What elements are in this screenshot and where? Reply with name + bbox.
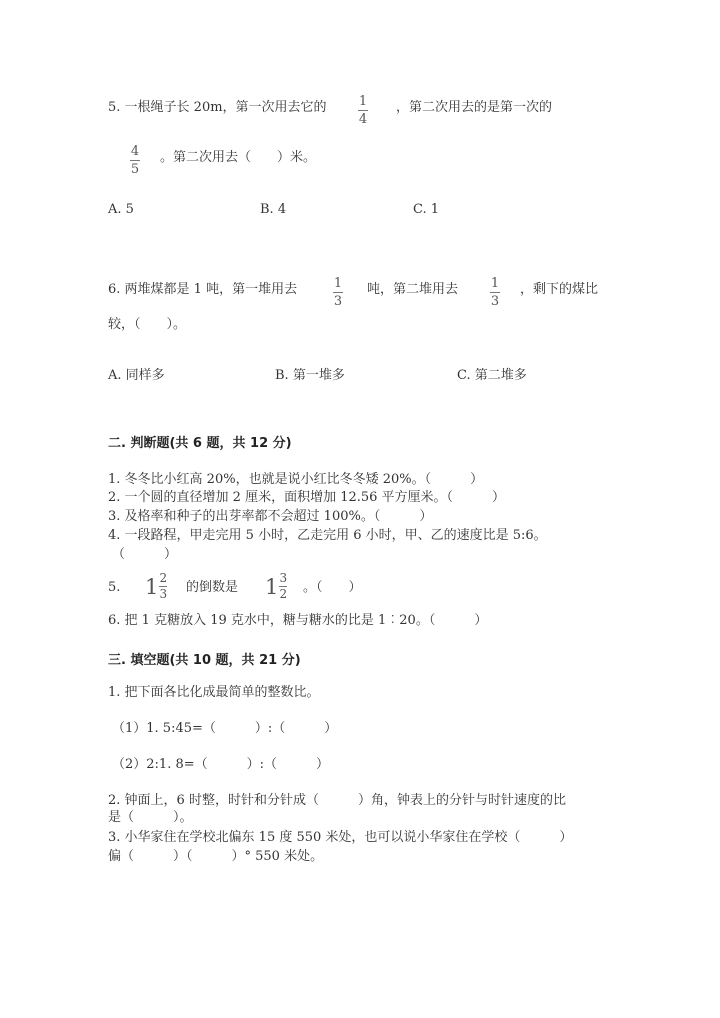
option-a: A. 5 [108, 202, 134, 217]
q5-text-cont: ，第二次用去的是第一次的 [396, 100, 553, 115]
judge-item: 6. 把 1 克糖放入 19 克水中，糖与糖水的比是 1︰20。（ ） [108, 613, 488, 628]
q6-text: 6. 两堆煤都是 1 吨，第一堆用去 [108, 282, 298, 297]
judge-item: 3. 及格率和种子的出芽率都不会超过 100%。（ ） [108, 509, 433, 524]
judge-item: 4. 一段路程，甲走完用 5 小时，乙走完用 6 小时，甲、乙的速度比是 5:6。 [108, 528, 547, 543]
section-title: 二. 判断题(共 6 题，共 12 分) [108, 436, 292, 451]
denominator: 3 [159, 587, 168, 601]
numerator: 1 [333, 276, 343, 291]
numerator: 4 [130, 144, 140, 159]
whole: 1 [265, 574, 279, 599]
denominator: 3 [333, 294, 343, 309]
numerator: 2 [159, 571, 168, 585]
judge-item: 1. 冬冬比小红高 20%，也就是说小红比冬冬矮 20%。（ ） [108, 472, 484, 487]
judge-item-5-mid: 的倒数是 [186, 580, 239, 595]
fill-item: 1. 把下面各比化成最简单的整数比。 [108, 685, 320, 700]
denominator: 5 [130, 162, 140, 177]
option-a: A. 同样多 [108, 368, 165, 383]
fraction [490, 276, 500, 309]
numerator: 1 [490, 276, 500, 291]
denominator: 3 [490, 294, 500, 309]
fraction [333, 276, 343, 309]
denominator: 2 [279, 587, 288, 601]
judge-item: 2. 一个圆的直径增加 2 厘米，面积增加 12.56 平方厘米。（ ） [108, 490, 506, 505]
q6-text-mid: 吨，第二堆用去 [367, 282, 459, 297]
judge-item-cont: （ ） [112, 547, 178, 562]
fraction [130, 144, 140, 177]
fill-item-cont: 是（ ）。 [108, 810, 193, 825]
judge-item-5-prefix: 5. [108, 580, 121, 595]
fill-item: （1）1. 5:45=（ ）:（ ） [112, 721, 338, 736]
mixed-number [265, 572, 287, 601]
section-title: 三. 填空题(共 10 题，共 21 分) [108, 653, 301, 668]
option-c: C. 1 [413, 202, 440, 217]
whole: 1 [145, 574, 159, 599]
mixed-number [145, 572, 167, 601]
fraction [358, 94, 368, 127]
option-c: C. 第二堆多 [457, 368, 527, 383]
q5-text-line2: 。第二次用去（ ）米。 [160, 150, 317, 165]
fill-item: 2. 钟面上，6 时整，时针和分针成（ ）角，钟表上的分针与时针速度的比 [108, 793, 566, 808]
denominator: 4 [358, 112, 368, 127]
q5-text: 5. 一根绳子长 20m，第一次用去它的 [108, 100, 327, 115]
fill-item: 3. 小华家住在学校北偏东 15 度 550 米处，也可以说小华家住在学校（ ） [108, 830, 573, 845]
fill-item: （2）2:1. 8=（ ）:（ ） [112, 757, 330, 772]
q6-text-end: ，剩下的煤比 [520, 282, 599, 297]
numerator: 3 [279, 571, 288, 585]
q6-text-line2: 较，（ ）。 [108, 317, 187, 332]
numerator: 1 [358, 94, 368, 109]
fill-item-cont: 偏（ ）（ ）° 550 米处。 [108, 849, 324, 864]
option-b: B. 4 [260, 202, 287, 217]
option-b: B. 第一堆多 [275, 368, 345, 383]
judge-item-5-end: 。（ ） [303, 580, 362, 595]
